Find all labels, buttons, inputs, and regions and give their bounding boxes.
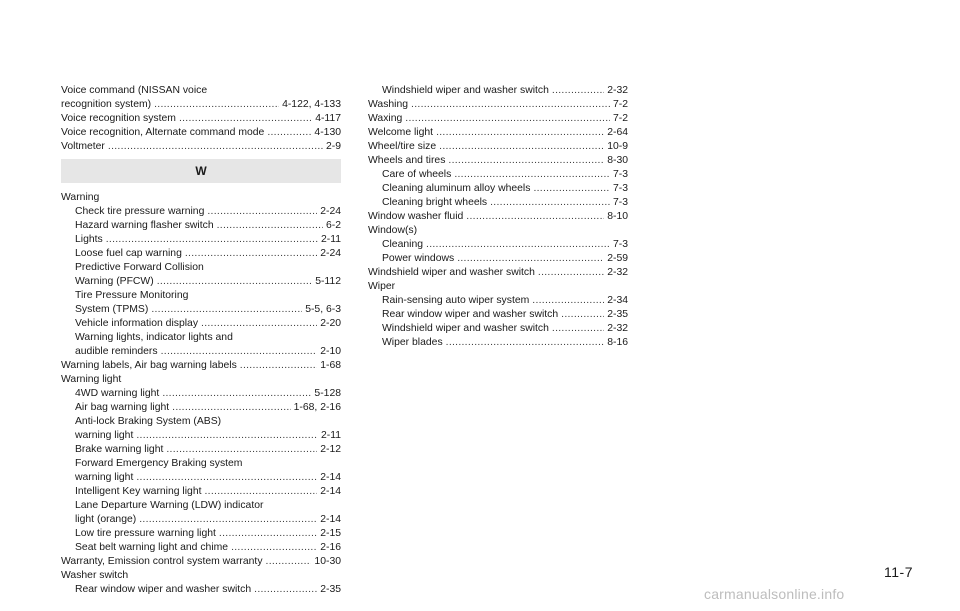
index-entry [368,98,628,112]
dot-leader [219,527,317,541]
entry-text: Brake warning light [75,444,164,455]
entry-page: 2-11 [320,430,341,441]
index-entry [61,373,341,387]
index-subentry [61,261,341,275]
entry-text: Washing [368,99,409,110]
dot-leader [454,168,610,182]
dot-leader [561,308,604,322]
entry-text: Wiper [368,281,396,292]
entry-page: 1-68 [320,360,341,371]
entry-text: Waxing [368,113,403,124]
entry-text: Wheels and tires [368,155,446,166]
dot-leader [172,401,290,415]
index-subentry [61,345,341,359]
entry-page: 2-35 [607,309,628,320]
index-subentry [61,233,341,247]
index-subentry [61,289,341,303]
index-subentry [61,275,341,289]
entry-text: Wheel/tire size [368,141,437,152]
entry-page: 2-35 [320,584,341,595]
index-entry [61,126,341,140]
entry-text: Tire Pressure Monitoring [75,290,189,301]
index-entry [368,112,628,126]
dot-leader [466,210,604,224]
entry-text: Warning labels, Air bag warning labels [61,360,237,371]
index-subentry [61,401,341,415]
dot-leader [139,513,317,527]
index-entry [368,140,628,154]
dot-leader [446,336,605,350]
index-subentry [61,499,341,513]
entry-text: Rain-sensing auto wiper system [382,295,530,306]
index-entry [61,359,341,373]
index-entry [61,140,341,154]
entry-page: 10-30 [314,556,341,567]
index-subentry [61,583,341,597]
dot-leader [448,154,604,168]
dot-leader [201,317,317,331]
entry-page: 2-24 [320,248,341,259]
entry-text: Rear window wiper and washer switch [382,309,559,320]
index-subentry [61,205,341,219]
entry-text: Washer switch [61,570,129,581]
index-entry [61,555,341,569]
entry-page: 2-32 [607,85,628,96]
entry-text: Intelligent Key warning light [75,486,202,497]
entry-text: Rear window wiper and washer switch [75,584,252,595]
index-subentry [61,527,341,541]
index-subentry [61,541,341,555]
entry-page: 2-20 [320,318,341,329]
dot-leader [162,387,311,401]
index-subentry [61,247,341,261]
entry-text: Low tire pressure warning light [75,528,216,539]
entry-page: 2-14 [320,514,341,525]
dot-leader [157,275,312,289]
index-subentry [368,322,628,336]
entry-text: Warning (PFCW) [75,276,154,287]
entry-page: 2-12 [320,444,341,455]
dot-leader [439,140,604,154]
entry-text: recognition system) [61,99,152,110]
entry-page: 2-16 [320,542,341,553]
entry-text: Window washer fluid [368,211,464,222]
entry-page: 2-11 [320,234,341,245]
entry-text: Lights [75,234,103,245]
index-subentry [368,84,628,98]
index-subentry [61,415,341,429]
dot-leader [552,84,604,98]
entry-text: Window(s) [368,225,418,236]
entry-page: 2-24 [320,206,341,217]
section-letter-heading: W [61,159,341,183]
entry-text: Hazard warning flasher switch [75,220,214,231]
entry-text: light (orange) [75,514,137,525]
dot-leader [136,429,318,443]
entry-text: Warning lights, indicator lights and [75,332,233,343]
dot-leader [185,247,317,261]
dot-leader [231,541,317,555]
entry-text: Cleaning bright wheels [382,197,488,208]
index-subentry [61,513,341,527]
entry-text: Care of wheels [382,169,452,180]
dot-leader [207,205,317,219]
entry-page: 8-30 [607,155,628,166]
entry-text: Loose fuel cap warning [75,248,182,259]
entry-page: 2-9 [325,141,341,152]
entry-text: Warning [61,192,100,203]
index-subentry [61,471,341,485]
dot-leader [154,98,279,112]
index-entry [368,280,628,294]
dot-leader [532,294,604,308]
index-subentry [368,238,628,252]
index-subentry [368,168,628,182]
index-entry [368,126,628,140]
entry-text: Voice recognition, Alternate command mode [61,127,265,138]
entry-page: 2-14 [320,472,341,483]
entry-page: 5-5, 6-3 [305,304,341,315]
index-subentry [61,485,341,499]
entry-page: 5-128 [314,388,341,399]
entry-text: Voice recognition system [61,113,176,124]
dot-leader [533,182,610,196]
entry-page: 7-3 [612,197,628,208]
dot-leader [552,322,604,336]
entry-text: Welcome light [368,127,434,138]
entry-page: 4-122, 4-133 [282,99,341,110]
entry-text: Windshield wiper and washer switch [368,267,535,278]
index-entry [368,266,628,280]
dot-leader [106,233,318,247]
index-subentry [61,219,341,233]
dot-leader [436,126,604,140]
index-subentry [61,457,341,471]
entry-page: 6-2 [325,220,341,231]
entry-page: 7-2 [612,99,628,110]
index-entry [368,154,628,168]
index-subentry [368,336,628,350]
entry-text: audible reminders [75,346,158,357]
entry-text: warning light [75,472,134,483]
page-number: 11-7 [884,564,913,580]
dot-leader [538,266,604,280]
index-subentry [61,331,341,345]
entry-text: Check tire pressure warning [75,206,205,217]
entry-text: Cleaning [382,239,424,250]
entry-page: 2-32 [607,267,628,278]
entry-text: System (TPMS) [75,304,149,315]
index-subentry [368,308,628,322]
dot-leader [490,196,610,210]
entry-page: 2-15 [320,528,341,539]
dot-leader [267,126,311,140]
entry-page: 1-68, 2-16 [293,402,341,413]
entry-text: Vehicle information display [75,318,199,329]
entry-text: 4WD warning light [75,388,160,399]
entry-text: warning light [75,430,134,441]
watermark-text: carmanualsonline.info [704,586,845,602]
entry-page: 2-10 [320,346,341,357]
entry-page: 7-3 [612,239,628,250]
dot-leader [254,583,317,597]
entry-text: Windshield wiper and washer switch [382,85,549,96]
entry-text: Forward Emergency Braking system [75,458,243,469]
dot-leader [205,485,318,499]
entry-page: 2-14 [320,486,341,497]
entry-page: 8-10 [607,211,628,222]
entry-page: 2-34 [607,295,628,306]
entry-page: 4-130 [314,127,341,138]
entry-text: Seat belt warning light and chime [75,542,229,553]
entry-text: Lane Departure Warning (LDW) indicator [75,500,264,511]
entry-text: Wiper blades [382,337,443,348]
index-subentry [61,387,341,401]
index-subentry [368,294,628,308]
index-entry [61,84,341,98]
entry-page: 2-59 [607,253,628,264]
entry-text: Power windows [382,253,455,264]
entry-page: 5-112 [315,276,341,287]
entry-page: 8-16 [607,337,628,348]
dot-leader [266,555,312,569]
entry-text: Windshield wiper and washer switch [382,323,549,334]
index-subentry [368,182,628,196]
entry-page: 2-64 [607,127,628,138]
entry-text: Cleaning aluminum alloy wheels [382,183,531,194]
dot-leader [166,443,317,457]
entry-text: Warranty, Emission control system warranty [61,556,263,567]
dot-leader [411,98,610,112]
index-subentry [61,429,341,443]
index-subentry [368,252,628,266]
dot-leader [426,238,610,252]
dot-leader [161,345,318,359]
entry-text: Warning light [61,374,122,385]
entry-text: Air bag warning light [75,402,170,413]
entry-text: Voice command (NISSAN voice [61,85,208,96]
index-entry [61,191,341,205]
dot-leader [240,359,317,373]
index-entry [61,98,341,112]
dot-leader [151,303,302,317]
entry-text: Predictive Forward Collision [75,262,204,273]
dot-leader [405,112,610,126]
index-subentry [61,303,341,317]
dot-leader [108,140,323,154]
entry-page: 7-2 [612,113,628,124]
dot-leader [217,219,323,233]
entry-text: Anti-lock Braking System (ABS) [75,416,222,427]
index-entry [368,224,628,238]
index-entry [61,569,341,583]
dot-leader [457,252,604,266]
entry-page: 7-3 [612,183,628,194]
entry-text: Voltmeter [61,141,105,152]
index-subentry [368,196,628,210]
entry-page: 7-3 [612,169,628,180]
index-subentry [61,317,341,331]
index-entry [368,210,628,224]
entry-page: 10-9 [607,141,628,152]
index-entry [61,112,341,126]
dot-leader [136,471,317,485]
entry-page: 2-32 [607,323,628,334]
dot-leader [179,112,312,126]
index-subentry [61,443,341,457]
entry-page: 4-117 [315,113,341,124]
